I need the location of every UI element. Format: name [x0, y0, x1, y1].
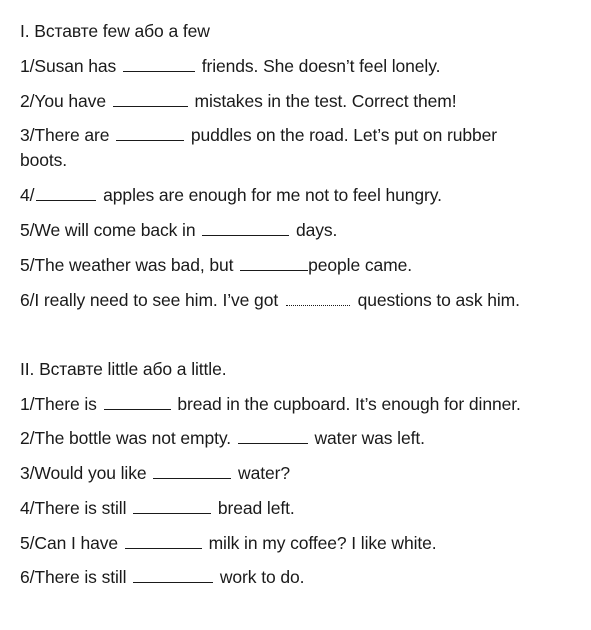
- section-1-title: Вставте few або a few: [34, 21, 210, 41]
- exercise-2-item-4: [20, 497, 295, 519]
- exercise-2-item-6: [20, 566, 304, 588]
- item-number: 5/: [20, 220, 35, 240]
- item-number: 4/: [20, 498, 35, 518]
- section-2-title: Вставте little або a little: [39, 359, 222, 379]
- item-text-continuation: boots.: [20, 150, 68, 170]
- answer-blank[interactable]: [113, 92, 188, 107]
- exercise-1-item-1: [20, 55, 440, 77]
- item-text-before: There is: [34, 394, 102, 414]
- exercise-1-item-7: [20, 289, 520, 311]
- answer-blank[interactable]: [104, 395, 171, 410]
- item-number: 1/: [20, 394, 35, 414]
- item-number: 5/: [20, 533, 35, 553]
- item-text-before: You have: [34, 91, 111, 111]
- exercise-1-item-6: [20, 254, 412, 276]
- item-text-after: people came.: [308, 255, 413, 275]
- item-text-before: There are: [34, 125, 115, 145]
- answer-blank[interactable]: [123, 57, 195, 72]
- answer-blank[interactable]: [240, 256, 308, 271]
- item-text-before: We will come back in: [34, 220, 201, 240]
- exercise-2-item-2: [20, 427, 425, 449]
- item-text-after: water was left.: [309, 428, 425, 448]
- exercise-1-item-3: [20, 124, 497, 146]
- item-text-after: bread in the cupboard. It’s enough for dinner.: [172, 394, 521, 414]
- item-text-after: bread left.: [213, 498, 295, 518]
- item-text-after: apples are enough for me not to feel hungry.: [98, 185, 442, 205]
- item-text-before: Susan has: [34, 56, 121, 76]
- answer-blank[interactable]: [36, 186, 96, 201]
- exercise-1-item-3-continuation: [20, 149, 67, 171]
- item-text-before: The bottle was not empty.: [34, 428, 236, 448]
- item-text-after: questions to ask him.: [352, 290, 520, 310]
- item-number: 3/: [20, 463, 35, 483]
- exercise-1-item-2: [20, 90, 457, 112]
- exercise-2-item-5: [20, 532, 437, 554]
- exercise-1-item-5: [20, 219, 337, 241]
- section-2-heading: [20, 358, 226, 380]
- item-text-after: water?: [233, 463, 290, 483]
- section-1-heading: [20, 20, 210, 42]
- section-1-number: I.: [20, 21, 35, 41]
- item-number: 2/: [20, 428, 35, 448]
- item-text-after: friends. She doesn’t feel lonely.: [196, 56, 441, 76]
- exercise-2-item-1: [20, 393, 521, 415]
- answer-blank[interactable]: [133, 568, 213, 583]
- item-text-before: The weather was bad, but: [34, 255, 239, 275]
- item-text-before: I really need to see him. I’ve got: [34, 290, 283, 310]
- exercise-1-item-4: [20, 184, 442, 206]
- answer-blank[interactable]: [125, 534, 202, 549]
- item-text-after: work to do.: [215, 567, 305, 587]
- exercise-2-item-3: [20, 462, 290, 484]
- section-2-title-period: .: [221, 359, 227, 379]
- answer-blank[interactable]: [286, 291, 350, 306]
- answer-blank[interactable]: [202, 221, 289, 236]
- item-number: 5/: [20, 255, 35, 275]
- item-text-after: milk in my coffee? I like white.: [203, 533, 437, 553]
- answer-blank[interactable]: [153, 464, 231, 479]
- item-number: 6/: [20, 290, 35, 310]
- item-number: 1/: [20, 56, 35, 76]
- answer-blank[interactable]: [238, 429, 308, 444]
- item-text-before: Would you like: [34, 463, 152, 483]
- answer-blank[interactable]: [116, 126, 184, 141]
- section-2-number: II.: [20, 359, 40, 379]
- item-number: 4/: [20, 185, 35, 205]
- item-number: 6/: [20, 567, 35, 587]
- item-number: 3/: [20, 125, 35, 145]
- item-number: 2/: [20, 91, 35, 111]
- item-text-after: mistakes in the test. Correct them!: [189, 91, 457, 111]
- answer-blank[interactable]: [133, 499, 211, 514]
- item-text-before: Can I have: [34, 533, 123, 553]
- item-text-before: There is still: [34, 498, 132, 518]
- item-text-after: days.: [291, 220, 338, 240]
- item-text-before: There is still: [34, 567, 132, 587]
- item-text-after: puddles on the road. Let’s put on rubber: [186, 125, 497, 145]
